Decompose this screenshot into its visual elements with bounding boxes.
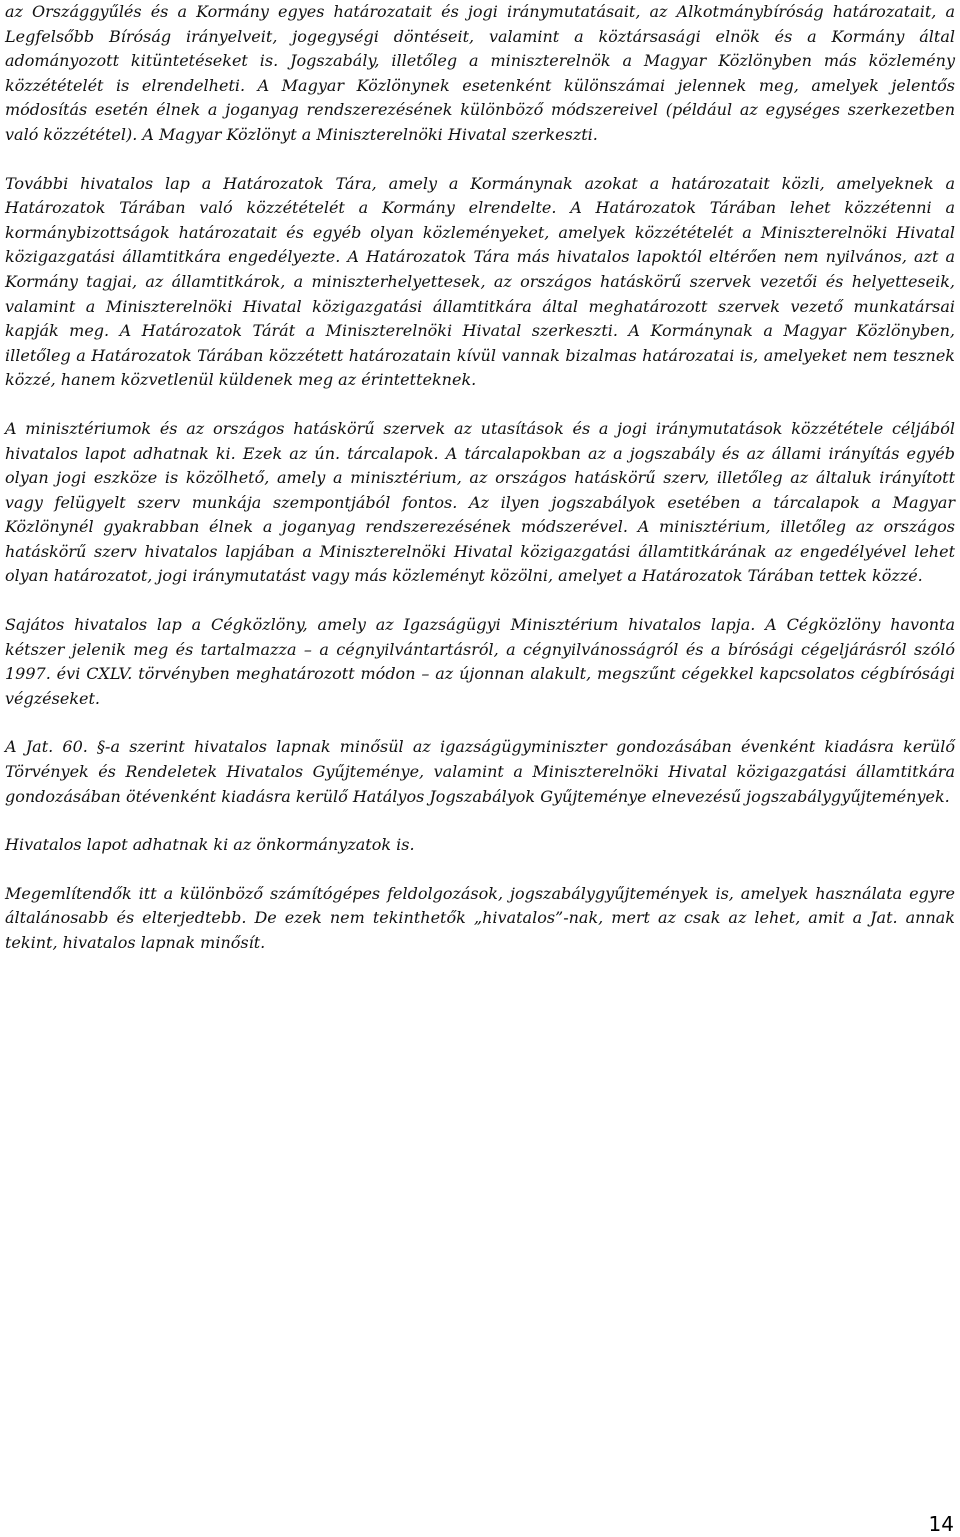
document-body <box>5 0 955 980</box>
paragraph-magyar-kozlony: az Országgyűlés és a Kormány egyes határozatait és jogi iránymutatásait, az Alkotmánybíróság határozatait, a Legfelsőbb Bíróság irányelveit, jogegységi döntéseit, valamint a köztársasági elnök és a Kormány által adományozott kitüntetéseket is. Jogszabály, illetőleg a miniszterelnök a Magyar Közlönyben más közlemény közzétételét is elrendelheti. A Magyar Közlönynek esetenként különszámai jelennek meg, amelyek jelentős módosítás esetén élnek a joganyag rendszerezésének különböző módszereivel (például az egységes szerkezetben való közzététel). A Magyar Közlönyt a Miniszterelnöki Hivatal szerkeszti. <box>5 2 955 144</box>
page-number: 14 <box>928 1512 954 1536</box>
paragraph-szamitogepes-feldolgozasok: Megemlítendők itt a különböző számítógépes feldolgozások, jogszabálygyűjtemények is, amelyek használata egyre általánosabb és elterjedtebb. De ezek nem tekinthetők „hivatalos”-nak, mert az csak az lehet, amit a Jat. annak tekint, hivatalos lapnak minősít. <box>5 883 955 952</box>
paragraph-hatarozatok-tara: További hivatalos lap a Határozatok Tára, amely a Kormánynak azokat a határozatait közli, amelyeknek a Határozatok Tárában való közzétételét a Kormány elrendelte. A Határozatok Tárában lehet közzétenni a kormánybizottságok határozatait és egyéb olyan közleményeket, amelyek közzétételét a Miniszterelnöki Hivatal közigazgatási államtitkára engedélyezte. A Határozatok Tára más hivatalos lapoktól eltérően nem nyilvános, azt a Kormány tagjai, az államtitkárok, a miniszterhelyettesek, az országos hatáskörű szervek vezetői és helyetteseik, valamint a Miniszterelnöki Hivatal közigazgatási államtitkára által meghatározott szervek vezető munkatársai kapják meg. A Határozatok Tárát a Miniszterelnöki Hivatal szerkeszti. A Kormánynak a Magyar Közlönyben, illetőleg a Határozatok Tárában közzétett határozatain kívül vannak bizalmas határozatai is, amelyeket nem tesznek közzé, hanem közvetlenül küldenek meg az érintetteknek. <box>5 173 955 390</box>
paragraph-tarcalapok: A minisztériumok és az országos hatáskörű szervek az utasítások és a jogi iránymutatások közzétételе céljából hivatalos lapot adhatnak ki. Ezek az ún. tárcalapok. A tárcalapokban az a jogszabály és az állami irányítás egyéb olyan jogi eszköze is közölhető, amely a minisztérium, az országos hatáskörű szerv, illetőleg az általuk irányított vagy felügyelt szerv munkája szempontjából fontos. Az ilyen jogszabályok esetében a tárcalapok a Magyar Közlönynél gyakrabban élnek a joganyag rendszerezésének módszerével. A minisztérium, illetőleg az országos hatáskörű szerv hivatalos lapjában a Miniszterelnöki Hivatal közigazgatási államtitkárának az engedélyével lehet olyan határozatot, jogi iránymutatást vagy más közleményt közölni, amelyet a Határozatok Tárában tettek közzé. <box>5 418 955 586</box>
paragraph-jat-60: A Jat. 60. §-a szerint hivatalos lapnak minősül az igazságügyminiszter gondozásában évenként kiadásra kerülő Törvények és Rendeletek Hivatalos Gyűjteménye, valamint a Miniszterelnöki Hivatal közigazgatási államtitkára gondozásában ötévenként kiadásra kerülő Hatályos Jogszabályok Gyűjteménye elnevezésű jogszabálygyűjtemények. <box>5 737 955 806</box>
paragraph-onkormanyzatok: Hivatalos lapot adhatnak ki az önkormányzatok is. <box>5 835 415 855</box>
paragraph-cegkozlony: Sajátos hivatalos lap a Cégközlöny, amely az Igazságügyi Minisztérium hivatalos lapja. A Cégközlöny havonta kétszer jelenik meg és tartalmazza – a cégnyilvántartásról, a cégnyilvánosságról és a bírósági cégeljárásról szóló 1997. évi CXLV. törvényben meghatározott módon – az újonnan alakult, megszűnt cégekkel kapcsolatos cégbírósági végzéseket. <box>5 615 955 708</box>
